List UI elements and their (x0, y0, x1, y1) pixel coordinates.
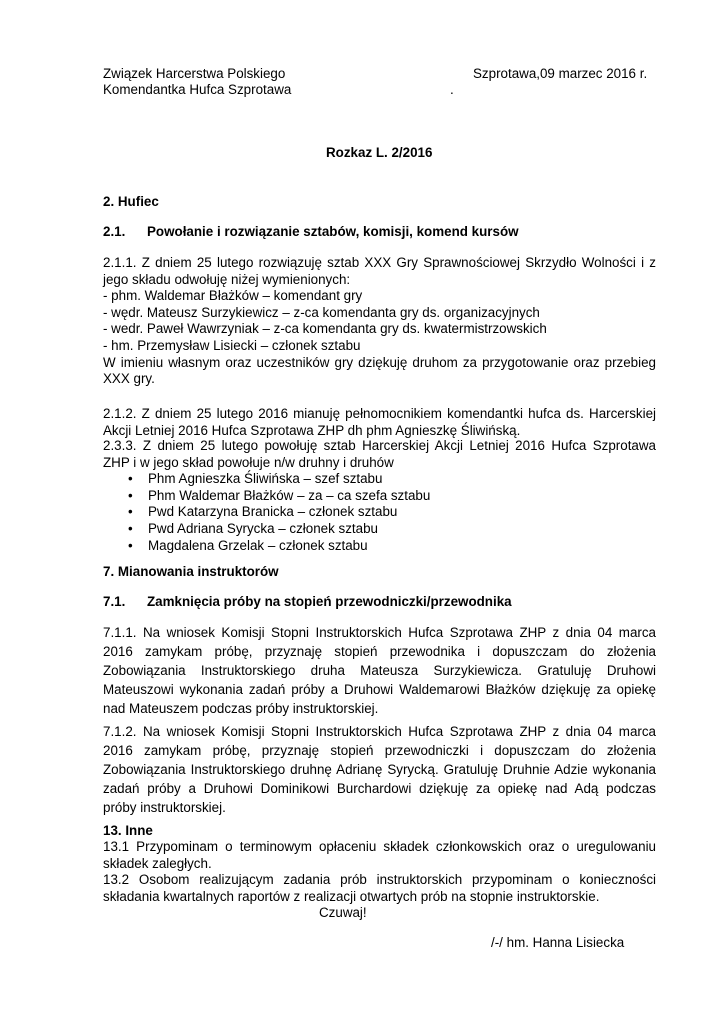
member-name: Pwd Adriana Syrycka – członek sztabu (148, 520, 378, 536)
text-line: ZHP i w jego skład powołuje n/w druhny i druhów (103, 454, 394, 470)
member-name: Pwd Katarzyna Branicka – członek sztabu (148, 504, 398, 520)
text-line: - hm. Przemysław Lisiecki – członek sztabu (103, 337, 361, 353)
list-item (103, 504, 656, 521)
section-7-1-number: 7.1. (103, 594, 126, 609)
paragraph-13-2 (103, 872, 656, 905)
place-date: Szprotawa,09 marzec 2016 r. (473, 66, 648, 81)
member-name: Magdalena Grzelak – członek sztabu (148, 537, 368, 553)
text-line: 7.1.2. Na wniosek Komisji Stopni Instruktorskich Hufca Szprotawa ZHP z dnia 04 marca (103, 724, 656, 739)
section-2-heading: 2. Hufiec (103, 194, 159, 209)
list-item (103, 521, 656, 538)
member-name: Phm Agnieszka Śliwińska – szef sztabu (148, 471, 383, 487)
text-line: jego składu odwołuję niżej wymienionych: (103, 271, 351, 287)
text-line: 13.2 Osobom realizującym zadania prób instruktorskich przypominam o konieczności (103, 872, 656, 887)
member-name: Phm Waldemar Błażków – za – ca szefa sztabu (148, 487, 431, 503)
section-2-1-title: Powołanie i rozwiązanie sztabów, komisji, komend kursów (147, 224, 519, 239)
paragraph-2-1-1 (103, 255, 656, 388)
list-item (103, 538, 656, 555)
document-title: Rozkaz L. 2/2016 (326, 145, 433, 160)
text-line: Mateuszowi wykonania zadań próby a Druhowi Waldemarowi Błażków dziękuję za opiekę (103, 682, 656, 697)
text-line: Akcji Letniej 2016 Hufca Szprotawa ZHP dh phm Agnieszkę Śliwińską. (103, 422, 521, 438)
paragraph-2-1-2 (103, 406, 656, 439)
org-unit: Komendantka Hufca Szprotawa (103, 82, 292, 97)
text-line: W imieniu własnym oraz uczestników gry dziękuję druhom za przygotowanie oraz przebieg (103, 354, 656, 370)
text-line: nad Mateuszem podczas próby instruktorskiej. (103, 701, 379, 716)
section-7-1-title: Zamknięcia próby na stopień przewodniczki/przewodnika (147, 594, 512, 609)
list-item (103, 471, 656, 488)
bullet-icon: • (128, 471, 133, 487)
text-line: składania kwartalnych raportów z realizacji otwartych prób na stopnie instruktorskie. (103, 888, 600, 904)
paragraph-7-1-2 (103, 722, 656, 817)
text-line: zadań próby a Druhowi Dominikowi Burchardowi dziękuję za opiekę nad Adą podczas (103, 781, 656, 796)
paragraph-2-3-3 (103, 438, 656, 554)
text-line: Zobowiązania Instruktorskiego druha Mateusza Surzykiewicza. Gratuluję Druhowi (103, 663, 656, 678)
section-2-1-number: 2.1. (103, 224, 126, 239)
bullet-icon: • (128, 504, 133, 520)
list-item (103, 488, 656, 505)
text-line: 2016 zamykam próbę, przyznaję stopień przewodnika i dopuszczam do złożenia (103, 644, 656, 659)
bullet-icon: • (128, 520, 133, 536)
text-line: próby instruktorskiej. (103, 800, 226, 815)
text-line: 2.1.1. Z dniem 25 lutego rozwiązuję sztab XXX Gry Sprawnościowej Skrzydło Wolności i z (103, 255, 656, 270)
section-13-heading: 13. Inne (103, 823, 153, 838)
closing-salutation: Czuwaj! (319, 905, 367, 920)
text-line: 2.1.2. Z dniem 25 lutego 2016 mianuję pełnomocnikiem komendantki hufca ds. Harcerskiej (103, 406, 656, 421)
header-dot: . (450, 82, 454, 97)
text-line: 2016 zamykam próbę, przyznaję stopień przewodniczki i dopuszczam do złożenia (103, 743, 656, 758)
org-name: Związek Harcerstwa Polskiego (103, 66, 286, 81)
text-line: 13.1 Przypominam o terminowym opłaceniu składek członkowskich oraz o uregulowaniu (103, 839, 656, 854)
text-line: 2.3.3. Z dniem 25 lutego powołuję sztab Harcerskiej Akcji Letniej 2016 Hufca Szprotawa (103, 438, 656, 453)
text-line: XXX gry. (103, 371, 155, 387)
signature: /-/ hm. Hanna Lisiecka (491, 935, 625, 950)
text-line: Zobowiązania Instruktorskiego druhnę Adrianę Syrycką. Gratuluję Druhnie Adzie wykonania (103, 762, 656, 777)
text-line: - wedr. Paweł Wawrzyniak – z-ca komendanta gry ds. kwatermistrzowskich (103, 321, 547, 337)
bullet-icon: • (128, 537, 133, 553)
text-line: - wędr. Mateusz Surzykiewicz – z-ca komendanta gry ds. organizacyjnych (103, 304, 540, 320)
staff-member-list (103, 471, 656, 554)
text-line: - phm. Waldemar Błażków – komendant gry (103, 288, 363, 304)
paragraph-13-1 (103, 839, 656, 872)
bullet-icon: • (128, 487, 133, 503)
text-line: 7.1.1. Na wniosek Komisji Stopni Instruktorskich Hufca Szprotawa ZHP z dnia 04 marca (103, 625, 656, 640)
paragraph-7-1-1 (103, 623, 656, 718)
text-line: składek zaległych. (103, 855, 212, 871)
section-7-heading: 7. Mianowania instruktorów (103, 564, 279, 579)
